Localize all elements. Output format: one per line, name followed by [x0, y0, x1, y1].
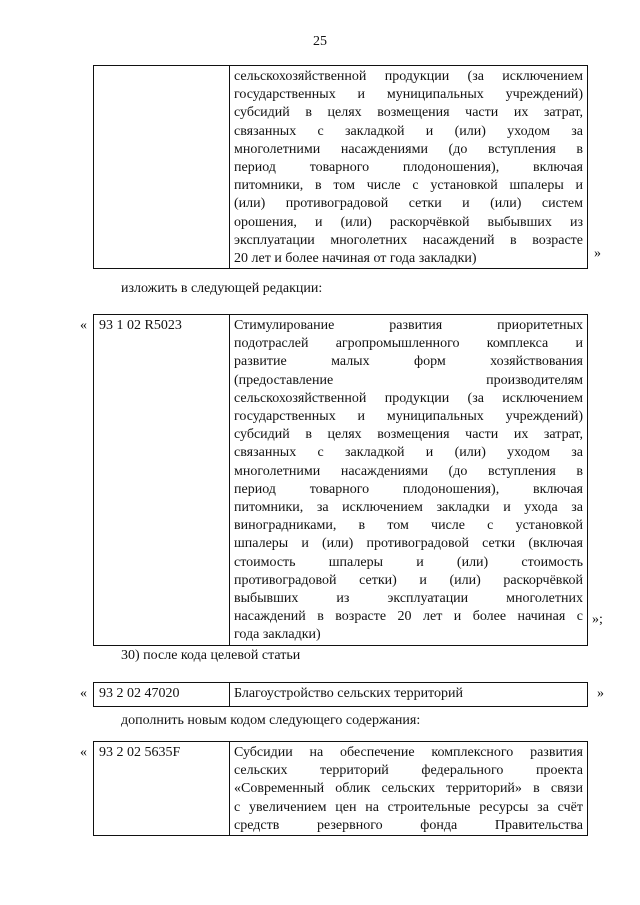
- code-cell: 93 2 02 47020: [94, 683, 230, 707]
- description-line: сельскохозяйственной продукции (за исключением: [234, 390, 583, 406]
- opening-quote: «: [80, 686, 87, 701]
- table-row: [94, 742, 588, 836]
- description-line: Субсидии на обеспечение комплексного развития: [234, 745, 583, 760]
- description-line: государственных и муниципальных учреждений): [234, 87, 583, 103]
- description-cell: [230, 66, 588, 269]
- page-number: 25: [313, 34, 327, 49]
- description-text: Благоустройство сельских территорий: [234, 686, 463, 701]
- closing-quote: »: [594, 246, 601, 261]
- description-line: многолетними насаждениями (до вступления в: [234, 141, 583, 157]
- description-line: субсидий в целях возмещения части их затрат,: [234, 427, 583, 443]
- description-line: многолетними насаждениями (до вступления в: [234, 463, 583, 479]
- table-row: [94, 66, 588, 269]
- code-cell: 93 2 02 5635F: [94, 742, 230, 836]
- table-row: [94, 315, 588, 646]
- description-line: питомники, в том числе с установкой шпалеры и: [234, 178, 583, 194]
- description-line: Стимулирование развития приоритетных: [234, 318, 583, 333]
- table-row: [94, 683, 588, 707]
- description-cell: [230, 742, 588, 836]
- description-line: связанных с закладкой и (или) уходом за: [234, 123, 583, 139]
- description-line: сельских территорий федерального проекта: [234, 763, 583, 779]
- table-new-code: [93, 741, 588, 836]
- description-line: эксплуатации многолетних насаждений в возрасте: [234, 232, 583, 248]
- code-cell: [94, 66, 230, 269]
- code-cell: 93 1 02 R5023: [94, 315, 230, 646]
- description-line: противоградовой сетки) и (или) раскорчёвкой: [234, 572, 583, 588]
- description-line: виноградниками, в том числе с установкой: [234, 518, 583, 534]
- description-line: с увеличением цен на строительные ресурсы за счёт: [234, 799, 583, 815]
- description-line: года закладки): [234, 627, 321, 643]
- description-cell: [230, 683, 588, 707]
- description-line: государственных и муниципальных учреждений): [234, 409, 583, 425]
- table-continuation: [93, 65, 588, 269]
- description-line: подотраслей агропромышленного комплекса и: [234, 336, 583, 352]
- paragraph-add-code: дополнить новым кодом следующего содержания:: [121, 713, 421, 728]
- table-new-wording: [93, 314, 588, 646]
- description-line: субсидий в целях возмещения части их затрат,: [234, 105, 583, 121]
- opening-quote: «: [80, 745, 87, 760]
- description-line: период товарного плодоношения), включая: [234, 481, 583, 497]
- description-line: орошения, и (или) раскорчёвкой выбывших из: [234, 214, 583, 230]
- table-existing-code: [93, 682, 588, 707]
- description-line: сельскохозяйственной продукции (за исключением: [234, 69, 583, 84]
- paragraph-instruction: изложить в следующей редакции:: [121, 281, 323, 296]
- opening-quote: «: [80, 318, 87, 333]
- description-line: шпалеры и (или) противоградовой сетки (включая: [234, 536, 583, 552]
- description-line: средств резервного фонда Правительства: [234, 817, 583, 833]
- description-line: выбывших из эксплуатации многолетних: [234, 591, 583, 607]
- description-line: период товарного плодоношения), включая: [234, 160, 583, 176]
- description-line: питомники, за исключением закладки и ухода за: [234, 500, 583, 516]
- paragraph-item-30: 30) после кода целевой статьи: [121, 648, 301, 663]
- description-cell: [230, 315, 588, 646]
- description-line: связанных с закладкой и (или) уходом за: [234, 445, 583, 461]
- description-line: стоимость шпалеры и (или) стоимость: [234, 554, 583, 570]
- description-line: «Современный облик сельских территорий» в связи: [234, 781, 583, 797]
- description-line: 20 лет и более начиная от года закладки): [234, 251, 477, 267]
- description-line: развитие малых форм хозяйствования: [234, 354, 583, 370]
- description-line: насаждений в возрасте 20 лет и более начиная с: [234, 609, 583, 625]
- description-line: (предоставление производителям: [234, 372, 583, 388]
- closing-quote: »;: [592, 612, 603, 627]
- closing-quote: »: [597, 686, 604, 701]
- description-line: (или) противоградовой сетки и (или) систем: [234, 196, 583, 212]
